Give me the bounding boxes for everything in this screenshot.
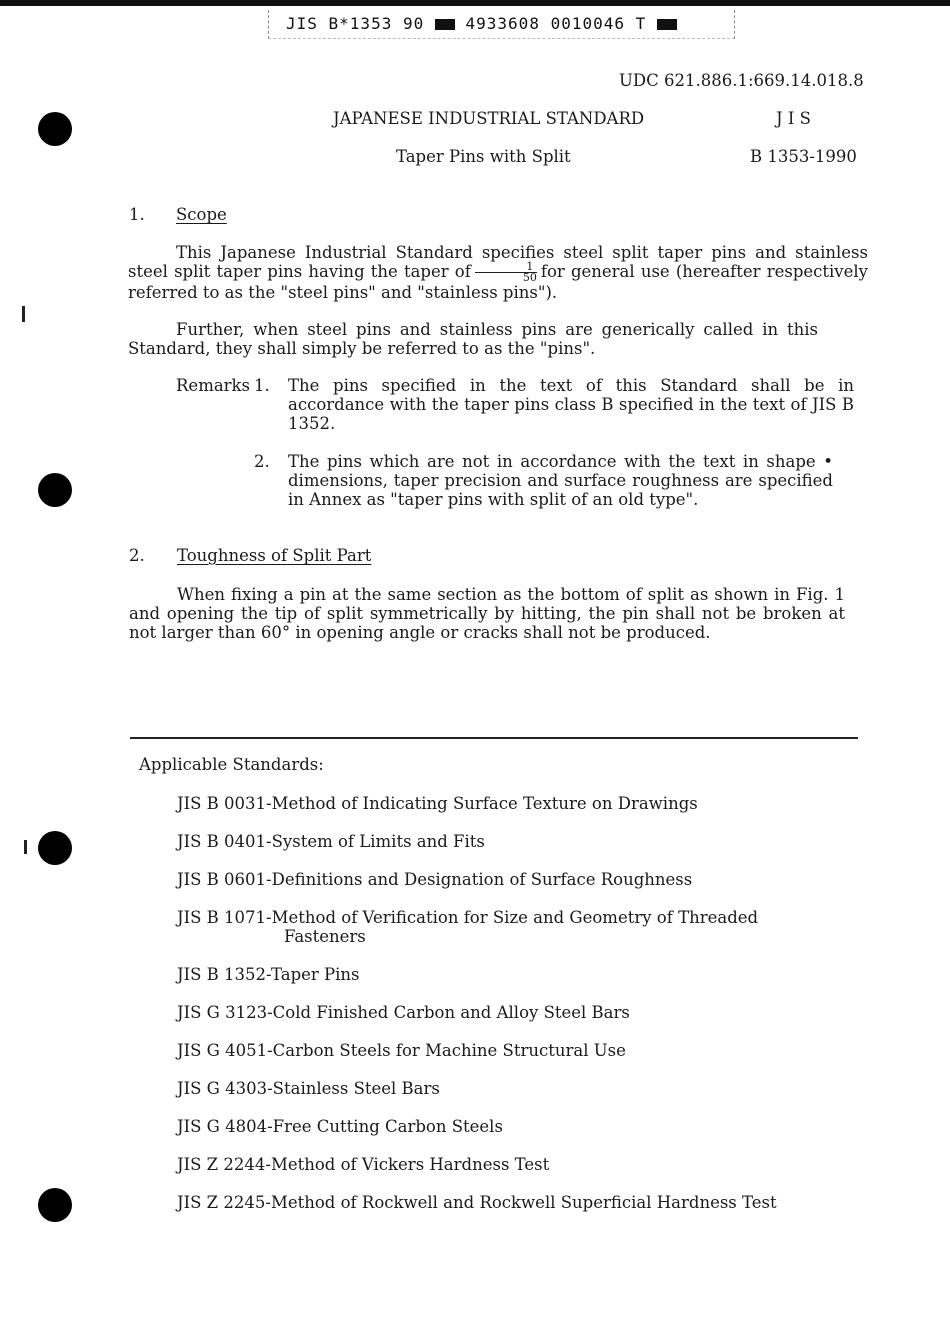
standard-list-item: JIS G 4303-Stainless Steel Bars [177,1079,440,1098]
standard-list-item: JIS G 3123-Cold Finished Carbon and Alloy Steel Bars [177,1003,630,1022]
section-heading: Toughness of Split Part [177,546,372,565]
standard-list-item: JIS B 1352-Taper Pins [177,965,360,984]
punch-hole [38,473,72,507]
standard-list-item: JIS Z 2245-Method of Rockwell and Rockwell Superficial Hardness Test [177,1193,777,1212]
scan-speck [24,840,27,854]
scope-paragraph [128,243,868,302]
standard-list-item: JIS B 0601-Definitions and Designation of Surface Roughness [177,870,693,889]
section-heading: Scope [176,205,227,224]
udc-number: UDC 621.886.1:669.14.018.8 [619,71,864,90]
jis-label: J I S [776,109,811,128]
stamp-left: JIS B*1353 90 [286,14,425,33]
section-number: 1. [129,205,145,224]
stamp-block-mark [657,19,677,30]
remark-number: 1. [254,376,270,395]
remark-text: The pins which are not in accordance with the text in shape • dimensions, taper precision and surface roughness are specified in Annex as "taper pins with split of an old type". [288,452,833,509]
standard-list-item: JIS B 1071-Method of Verification for Size and Geometry of Threaded [177,908,759,927]
taper-fraction [475,262,537,283]
fraction-denominator: 50 [522,271,537,284]
standard-list-item-continuation: Fasteners [284,927,366,946]
stamp-mid: 4933608 0010046 T [465,14,647,33]
standard-list-item: JIS B 0401-System of Limits and Fits [177,832,485,851]
remarks-label: Remarks [176,376,251,395]
punch-hole [38,112,72,146]
scope-text-a: This Japanese Industrial Standard specifies steel split taper pins and stainless steel split taper pins having the taper of [128,243,868,281]
fraction-numerator: 1 [475,262,537,273]
standard-list-item: JIS Z 2244-Method of Vickers Hardness Test [177,1155,550,1174]
pins-definition-paragraph: Further, when steel pins and stainless pins are generically called in this Standard, they shall simply be referred to as the "pins". [128,320,818,358]
standard-org: JAPANESE INDUSTRIAL STANDARD [333,109,645,128]
stamp-block-mark [435,19,455,30]
document-stamp [286,14,677,33]
toughness-paragraph: When fixing a pin at the same section as the bottom of split as shown in Fig. 1 and opening the tip of split symmetrically by hitting, the pin shall not be broken at not larger than 60° in opening angle or cracks shall not be produced. [129,585,845,642]
section-number: 2. [129,546,145,565]
standard-list-item: JIS G 4804-Free Cutting Carbon Steels [177,1117,503,1136]
standard-list-item: JIS B 0031-Method of Indicating Surface Texture on Drawings [177,794,698,813]
page-title: Taper Pins with Split [396,147,571,166]
scan-speck [22,306,25,322]
punch-hole [38,831,72,865]
scan-top-edge [0,0,950,6]
scope-text-b: for general use (hereafter respectively referred to as the "steel pins" and "stainless pins"). [128,262,868,302]
standard-list-item: JIS G 4051-Carbon Steels for Machine Structural Use [177,1041,626,1060]
remark-text: The pins specified in the text of this Standard shall be in accordance with the taper pins class B specified in the text of JIS B 1352. [288,376,854,433]
footnote-divider [130,737,858,739]
standard-code: B 1353-1990 [750,147,857,166]
remark-number: 2. [254,452,270,471]
punch-hole [38,1188,72,1222]
applicable-heading: Applicable Standards: [139,755,324,774]
